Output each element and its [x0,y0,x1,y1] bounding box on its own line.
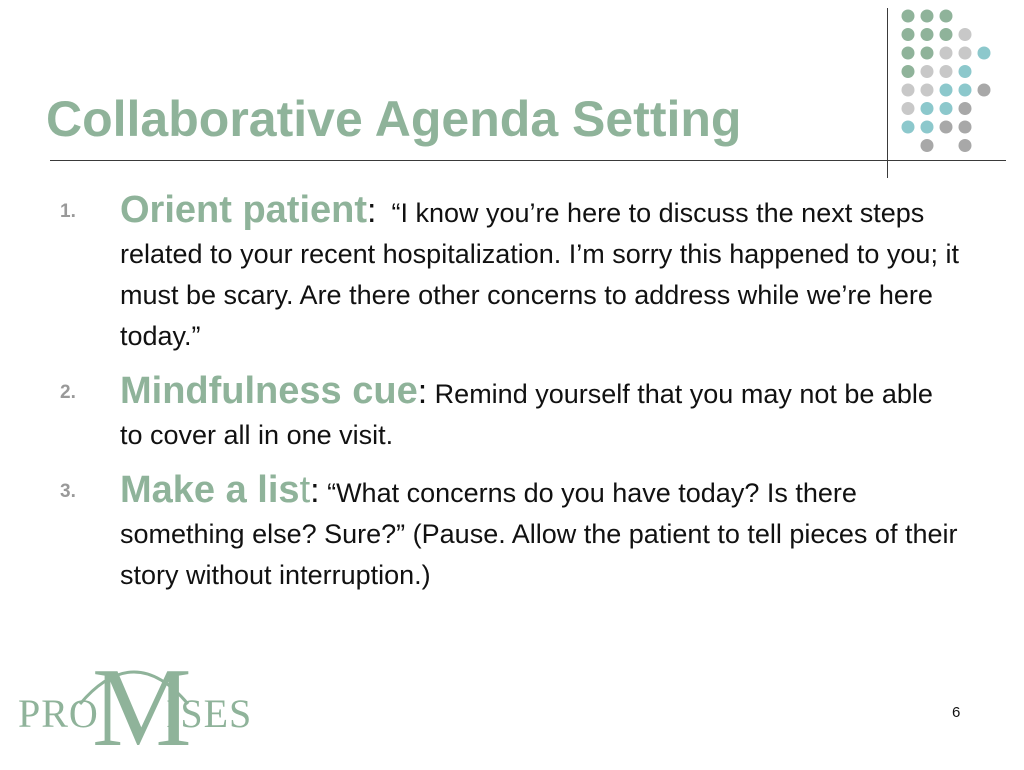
decorative-dot [959,102,972,115]
decorative-dot [902,47,915,60]
logo-text-pro: PRO [18,691,99,736]
decorative-dot [921,47,934,60]
decorative-dot [959,47,972,60]
item-text: Remind yourself that you may not be able to cover all in one visit. [120,379,941,450]
decorative-dot [902,10,915,23]
decorative-dot [902,65,915,78]
item-heading: Mindfulness cue [120,370,418,412]
item-heading: Make a lis [120,469,300,511]
item-text: “What concerns do you have today? Is there something else? Sure?” (Pause. Allow the patient to tell pieces of their story without interruption.) [120,478,965,590]
decorative-dot-grid [898,8,998,158]
item-number: 1. [60,201,76,222]
decorative-dot [978,84,991,97]
item-colon: : [417,373,428,411]
logo-letter-m: M [92,646,192,770]
decorative-dot [902,102,915,115]
decorative-dot [959,28,972,41]
decorative-dot [940,102,953,115]
item-text: “I know you’re here to discuss the next steps related to your recent hospitalization. I’m sorry this happened to you; it must be scary. Are there other concerns to address while we’re here today.” [120,198,967,351]
item-colon: : [367,192,377,230]
decorative-dot [921,139,934,152]
promises-logo [16,646,253,770]
item-number: 2. [60,382,76,403]
decorative-dot [940,47,953,60]
slide-title: Collaborative Agenda Setting [46,91,742,147]
vertical-divider [887,8,888,178]
decorative-dot [959,121,972,134]
title-divider [50,160,1006,161]
page-number: 6 [952,704,961,721]
decorative-dot [921,84,934,97]
agenda-item-mindfulness-cue [60,371,960,456]
decorative-dot [921,121,934,134]
decorative-dot [959,65,972,78]
decorative-dot [940,121,953,134]
decorative-dot [959,84,972,97]
decorative-dot [921,102,934,115]
decorative-dot [959,139,972,152]
agenda-item-orient-patient [60,189,967,357]
decorative-dot [940,65,953,78]
item-number: 3. [60,481,76,502]
decorative-dot [902,28,915,41]
agenda-list [60,189,967,610]
decorative-dot [902,121,915,134]
item-colon: : [310,472,320,510]
decorative-dot [921,65,934,78]
logo-text-ises: ISES [166,691,253,736]
item-heading: Orient patient [120,189,368,231]
decorative-dot [978,47,991,60]
decorative-dot [921,28,934,41]
decorative-dot [940,10,953,23]
decorative-dot [902,84,915,97]
decorative-dot [940,28,953,41]
item-heading-tail: t [299,469,311,511]
decorative-dot [940,84,953,97]
agenda-item-make-a-list [60,469,965,596]
decorative-dot [921,10,934,23]
